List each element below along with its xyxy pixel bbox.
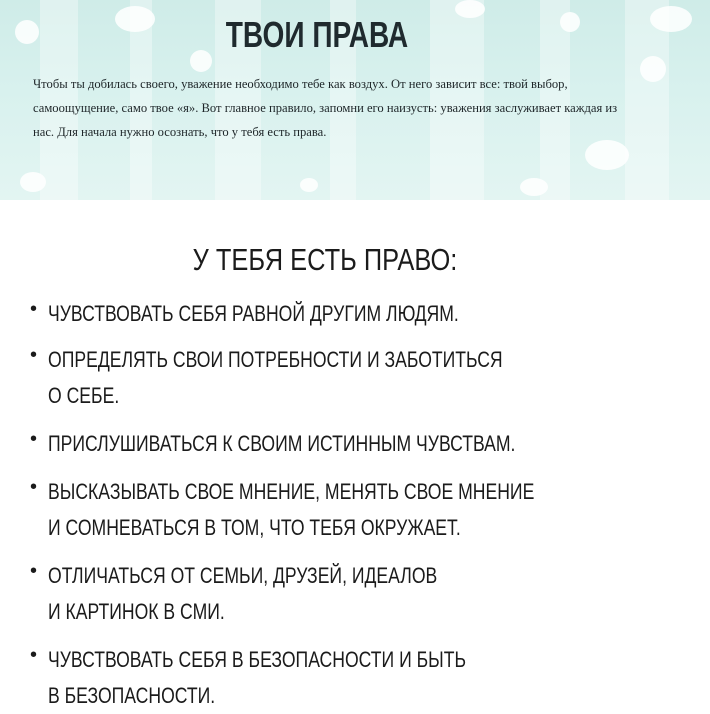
background-dot xyxy=(20,172,46,192)
bullet-icon: • xyxy=(30,428,38,450)
bullet-icon: • xyxy=(30,476,38,498)
intro-paragraph: Чтобы ты добилась своего, уважение необходимо тебе как воздух. От него зависит все: твой выбор, самоощущение, само твое «я». Вот главное правило, запомни его наизусть: уважения заслуживает каждая из нас. Для начала нужно осознать, что у тебя есть права. xyxy=(33,77,618,139)
header-banner xyxy=(0,0,710,200)
right-text: ОТЛИЧАТЬСЯ ОТ СЕМЬИ, ДРУЗЕЙ, ИДЕАЛОВ И КАРТИНОК В СМИ. xyxy=(48,563,438,624)
right-text: ОПРЕДЕЛЯТЬ СВОИ ПОТРЕБНОСТИ И ЗАБОТИТЬСЯ О СЕБЕ. xyxy=(48,347,503,408)
right-text: ВЫСКАЗЫВАТЬ СВОЕ МНЕНИЕ, МЕНЯТЬ СВОЕ МНЕНИЕ И СОМНЕВАТЬСЯ В ТОМ, ЧТО ТЕБЯ ОКРУЖАЕТ. xyxy=(48,479,535,540)
background-dot xyxy=(585,140,629,170)
bullet-icon: • xyxy=(30,560,38,582)
background-dot xyxy=(650,6,692,32)
bullet-icon: • xyxy=(30,298,38,320)
background-dot xyxy=(520,178,548,196)
page-title: ТВОИ ПРАВА xyxy=(225,14,409,55)
background-dot xyxy=(15,20,39,44)
background-dot xyxy=(640,56,666,82)
bullet-icon: • xyxy=(30,344,38,366)
right-text: ЧУВСТВОВАТЬ СЕБЯ РАВНОЙ ДРУГИМ ЛЮДЯМ. xyxy=(48,301,459,326)
background-dot xyxy=(300,178,318,192)
bullet-icon: • xyxy=(30,644,38,666)
right-text: ЧУВСТВОВАТЬ СЕБЯ В БЕЗОПАСНОСТИ И БЫТЬ В БЕЗОПАСНОСТИ. xyxy=(48,647,467,708)
right-text: ПРИСЛУШИВАТЬСЯ К СВОИМ ИСТИННЫМ ЧУВСТВАМ. xyxy=(48,431,516,456)
rights-heading: У ТЕБЯ ЕСТЬ ПРАВО: xyxy=(192,242,458,277)
